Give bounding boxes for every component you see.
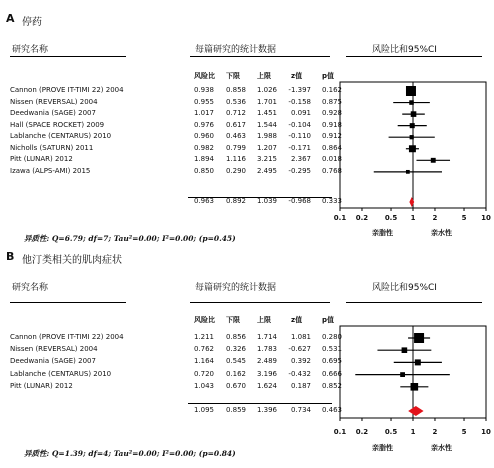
stats-header: 每篇研究的统计数据 — [195, 283, 277, 293]
stats-header: 每篇研究的统计数据 — [195, 45, 277, 55]
study-name: Cannon (PROVE IT-TIMI 22) 2004 — [10, 86, 124, 94]
panel-title: 停药 — [22, 17, 42, 28]
cell-p: 0.928 — [321, 109, 342, 118]
cell-z: -0.627 — [288, 345, 311, 354]
cell-lo: 0.326 — [225, 345, 246, 354]
panel-title: 他汀类相关的肌肉症状 — [22, 255, 122, 266]
pooled-rr: 0.963 — [193, 197, 214, 205]
x-tick-label: 0.2 — [355, 214, 369, 222]
study-name: Izawa (ALPS-AMI) 2015 — [10, 166, 91, 175]
favors-right-label: 亲水性 — [431, 229, 452, 237]
cell-lo: 0.162 — [225, 369, 246, 378]
study-name: Deedwania (SAGE) 2007 — [10, 109, 96, 118]
study-name: Pitt (LUNAR) 2012 — [10, 155, 73, 164]
cell-p: 0.666 — [321, 369, 342, 378]
cell-lo: 0.799 — [225, 143, 246, 152]
cell-p: 0.912 — [321, 132, 342, 141]
column-header: 上限 — [257, 72, 271, 80]
cell-z: -1.397 — [288, 86, 311, 94]
study-name: Nissen (REVERSAL) 2004 — [10, 97, 98, 106]
study-name-header: 研究名称 — [12, 283, 49, 293]
study-name: Cannon (PROVE IT-TIMI 22) 2004 — [10, 333, 124, 341]
column-header: 风险比 — [194, 72, 215, 80]
cell-hi: 1.451 — [256, 109, 277, 118]
cell-hi: 2.489 — [256, 357, 277, 366]
cell-rr: 1.043 — [193, 381, 214, 390]
effect-marker — [402, 347, 408, 353]
study-name-header: 研究名称 — [12, 45, 49, 55]
cell-rr: 1.164 — [193, 357, 214, 366]
x-tick-label: 0.2 — [355, 428, 369, 436]
column-header: p值 — [322, 316, 335, 324]
cell-lo: 0.290 — [225, 166, 246, 175]
column-header: z值 — [291, 316, 303, 324]
pooled-p: 0.463 — [321, 406, 342, 414]
pooled-rr: 1.095 — [193, 406, 214, 414]
pooled-z: 0.734 — [290, 406, 311, 414]
panel-letter: B — [6, 250, 15, 263]
column-header: 风险比 — [194, 316, 215, 324]
effect-marker — [415, 359, 421, 365]
column-header: 下限 — [226, 316, 240, 324]
cell-p: 0.695 — [321, 357, 342, 366]
cell-lo: 1.116 — [225, 155, 246, 164]
x-tick-label: 1 — [410, 214, 416, 222]
cell-z: -0.432 — [288, 369, 311, 378]
cell-z: 0.392 — [290, 357, 311, 366]
study-name: Nissen (REVERSAL) 2004 — [10, 345, 98, 354]
x-tick-label: 2 — [432, 428, 438, 436]
study-name: Lablanche (CENTARUS) 2010 — [10, 132, 112, 141]
x-tick-label: 5 — [461, 214, 467, 222]
cell-hi: 1.783 — [256, 345, 277, 354]
cell-z: 1.081 — [290, 333, 311, 341]
cell-z: 0.187 — [290, 381, 311, 390]
column-header: 下限 — [226, 72, 240, 80]
cell-rr: 1.211 — [193, 333, 214, 341]
cell-lo: 0.670 — [225, 381, 246, 390]
favors-left-label: 亲脂性 — [372, 229, 393, 237]
cell-z: -0.158 — [288, 97, 311, 106]
column-header: z值 — [291, 72, 303, 80]
cell-hi: 1.544 — [256, 120, 277, 129]
cell-p: 0.864 — [321, 143, 342, 152]
cell-hi: 1.701 — [256, 97, 277, 106]
cell-z: 2.367 — [290, 155, 311, 164]
cell-rr: 0.955 — [193, 97, 214, 106]
cell-z: -0.104 — [288, 120, 311, 129]
pooled-diamond — [408, 406, 423, 416]
cell-p: 0.918 — [321, 120, 342, 129]
cell-rr: 0.960 — [193, 132, 214, 141]
cell-hi: 1.026 — [256, 86, 277, 94]
cell-z: -0.171 — [288, 143, 311, 152]
x-tick-label: 1 — [410, 428, 416, 436]
study-name: Hall (SPACE ROCKET) 2009 — [10, 120, 105, 129]
favors-left-label: 亲脂性 — [372, 444, 393, 452]
cell-hi: 2.495 — [256, 166, 277, 175]
cell-rr: 0.982 — [193, 143, 214, 152]
heterogeneity-stats: 异质性: Q=1.39; df=4; Tau²=0.00; I²=0.00; (p=0.84) — [24, 449, 236, 458]
cell-hi: 1.624 — [256, 381, 277, 390]
cell-z: 0.091 — [290, 109, 311, 118]
cell-lo: 0.545 — [225, 357, 246, 366]
cell-rr: 0.938 — [193, 86, 214, 94]
column-header: 上限 — [257, 316, 271, 324]
cell-hi: 1.207 — [256, 143, 277, 152]
cell-p: 0.280 — [321, 333, 342, 341]
cell-hi: 3.215 — [256, 155, 277, 164]
pooled-p: 0.333 — [321, 197, 342, 205]
cell-hi: 3.196 — [256, 369, 277, 378]
plot-header: 风险比和95%CI — [372, 45, 437, 55]
cell-rr: 0.720 — [193, 369, 214, 378]
x-tick-label: 10 — [481, 214, 491, 222]
cell-p: 0.768 — [321, 166, 342, 175]
effect-marker — [414, 333, 424, 343]
cell-lo: 0.856 — [225, 333, 246, 341]
cell-hi: 1.988 — [256, 132, 277, 141]
cell-rr: 1.894 — [193, 155, 214, 164]
favors-right-label: 亲水性 — [431, 444, 452, 452]
panel-letter: A — [6, 12, 15, 25]
study-name: Nicholls (SATURN) 2011 — [10, 143, 94, 152]
pooled-z: -0.968 — [288, 197, 311, 205]
effect-marker — [400, 372, 405, 377]
cell-p: 0.018 — [321, 155, 342, 164]
pooled-hi: 1.039 — [256, 197, 277, 205]
x-tick-label: 0.1 — [333, 214, 347, 222]
cell-lo: 0.617 — [225, 120, 246, 129]
pooled-lo: 0.859 — [225, 406, 246, 414]
cell-lo: 0.858 — [225, 86, 246, 94]
effect-marker — [411, 383, 419, 391]
x-tick-label: 0.5 — [384, 428, 398, 436]
cell-p: 0.531 — [321, 345, 342, 354]
x-tick-label: 2 — [432, 214, 438, 222]
cell-p: 0.852 — [321, 381, 342, 390]
plot-header: 风险比和95%CI — [372, 283, 437, 293]
cell-rr: 0.762 — [193, 345, 214, 354]
cell-rr: 0.850 — [193, 166, 214, 175]
cell-z: -0.295 — [288, 166, 311, 175]
study-name: Pitt (LUNAR) 2012 — [10, 381, 73, 390]
cell-rr: 1.017 — [193, 109, 214, 118]
cell-lo: 0.463 — [225, 132, 246, 141]
heterogeneity-stats: 异质性: Q=6.79; df=7; Tau²=0.00; I²=0.00; (p=0.45) — [24, 234, 236, 243]
cell-rr: 0.976 — [193, 120, 214, 129]
cell-lo: 0.536 — [225, 97, 246, 106]
study-name: Deedwania (SAGE) 2007 — [10, 357, 96, 366]
cell-z: -0.110 — [288, 132, 311, 141]
pooled-hi: 1.396 — [256, 406, 277, 414]
x-tick-label: 0.1 — [333, 428, 347, 436]
study-name: Lablanche (CENTARUS) 2010 — [10, 369, 112, 378]
x-tick-label: 0.5 — [384, 214, 398, 222]
column-header: p值 — [322, 72, 335, 80]
cell-hi: 1.714 — [256, 333, 277, 341]
cell-p: 0.875 — [321, 97, 342, 106]
pooled-lo: 0.892 — [225, 197, 246, 205]
x-tick-label: 10 — [481, 428, 491, 436]
cell-lo: 0.712 — [225, 109, 246, 118]
x-tick-label: 5 — [461, 428, 467, 436]
cell-p: 0.162 — [321, 86, 342, 94]
